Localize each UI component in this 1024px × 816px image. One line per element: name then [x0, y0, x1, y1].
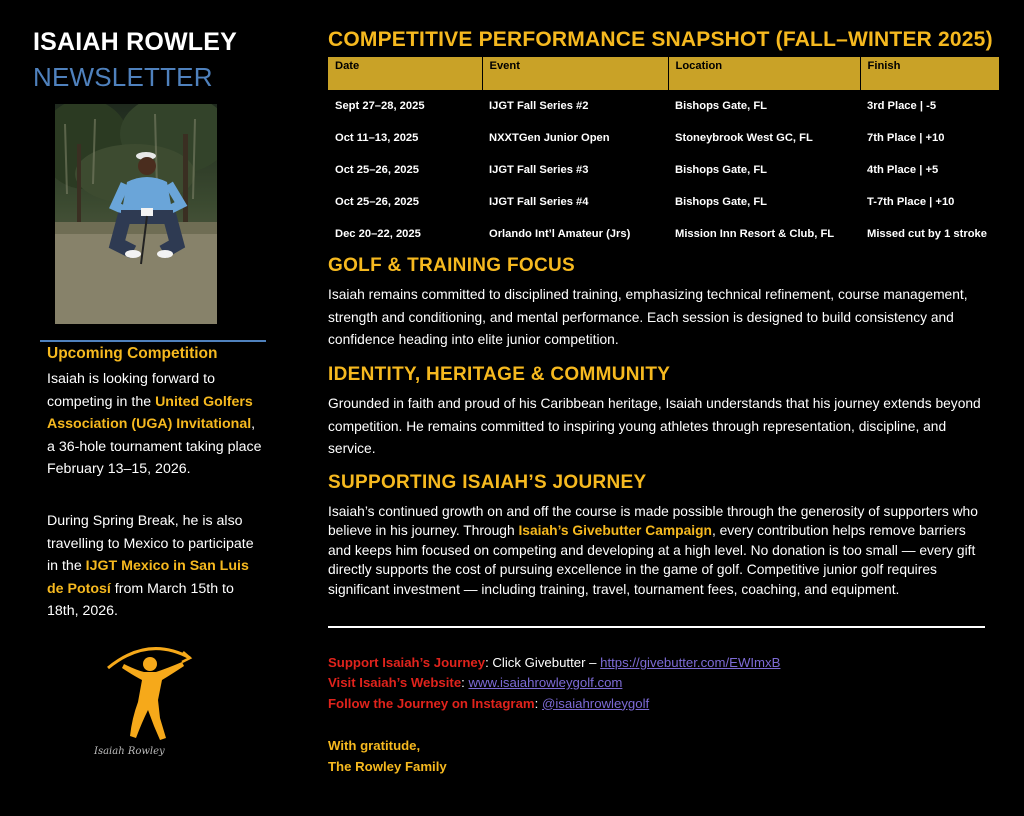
- logo-signature: Isaiah Rowley: [94, 746, 165, 757]
- instagram-label: Follow the Journey on Instagram: [328, 695, 535, 711]
- cell-date: Oct 25–26, 2025: [335, 164, 419, 176]
- performance-table: [328, 57, 999, 250]
- table-row: [328, 154, 999, 186]
- cell-date: Dec 20–22, 2025: [335, 228, 421, 240]
- column-header-event: Event: [482, 57, 668, 90]
- links-block: [328, 653, 780, 714]
- spring-break-text-2: from March 15th to 18th, 2026.: [47, 580, 234, 620]
- upcoming-text-1: Isaiah is looking forward to competing in the: [47, 371, 215, 410]
- cell-date: Oct 11–13, 2025: [335, 132, 419, 144]
- support-link-text: : Click Givebutter –: [485, 655, 601, 670]
- website-link-line: [328, 673, 780, 693]
- sidebar-divider: [40, 340, 266, 342]
- table-header-row: [328, 57, 999, 90]
- cell-location: Stoneybrook West GC, FL: [675, 132, 813, 144]
- cell-location: Bishops Gate, FL: [675, 196, 767, 208]
- cell-date: Oct 25–26, 2025: [335, 196, 419, 208]
- closing-line-2: The Rowley Family: [328, 758, 447, 774]
- instagram-link-line: [328, 694, 780, 714]
- cell-location: Mission Inn Resort & Club, FL: [675, 228, 835, 240]
- support-text-2: , every contribution helps remove barriers and keeps him focused on competing and developing at a high level. No donation is too small — every gift directly supports the cost of pursuing excellence in the game of golf. Competitive junior golf requires significant investment — including training, travel, tournament fees, coaching, and equipment.: [328, 523, 976, 597]
- cell-finish: 4th Place | +5: [867, 164, 939, 176]
- cell-finish: Missed cut by 1 stroke: [867, 228, 987, 240]
- golf-training-heading: GOLF & TRAINING FOCUS: [328, 255, 575, 276]
- support-text-1: Isaiah’s continued growth on and off the course is made possible through the generosity of supporters who believe in his journey. Through: [328, 504, 978, 539]
- upcoming-paragraph: [47, 368, 262, 481]
- givebutter-campaign-highlight: Isaiah’s Givebutter Campaign: [518, 523, 712, 539]
- cell-finish: 3rd Place | -5: [867, 100, 937, 112]
- cell-event: NXXTGen Junior Open: [489, 132, 610, 144]
- section-divider: [328, 626, 985, 628]
- cell-date: Sept 27–28, 2025: [335, 100, 425, 112]
- table-row: [328, 122, 999, 154]
- uga-invitational-highlight: United Golfers Association (UGA) Invitational: [47, 393, 253, 433]
- upcoming-competition-title: Upcoming Competition: [47, 345, 218, 362]
- closing-line-1: With gratitude,: [328, 738, 421, 753]
- cell-location: Bishops Gate, FL: [675, 164, 767, 176]
- ijgt-mexico-highlight: IJGT Mexico in San Luis de Potosí: [47, 558, 249, 597]
- cell-event: IJGT Fall Series #3: [489, 164, 589, 176]
- cell-event: IJGT Fall Series #2: [489, 100, 589, 112]
- upcoming-text-2: , a 36-hole tournament taking place February 13–15, 2026.: [47, 416, 262, 478]
- website-label: Visit Isaiah’s Website: [328, 675, 462, 691]
- sidebar: [0, 0, 300, 816]
- table-row: [328, 186, 999, 218]
- givebutter-link[interactable]: https://givebutter.com/EWImxB: [600, 655, 781, 670]
- instagram-link[interactable]: @isaiahrowleygolf: [541, 695, 650, 711]
- support-paragraph: [328, 502, 988, 599]
- column-header-date: Date: [328, 57, 482, 90]
- support-label: Support Isaiah’s Journey: [328, 655, 486, 670]
- identity-heading: IDENTITY, HERITAGE & COMMUNITY: [328, 364, 671, 385]
- cell-finish: 7th Place | +10: [867, 132, 945, 144]
- website-link[interactable]: www.isaiahrowleygolf.com: [468, 675, 623, 691]
- golf-training-paragraph: Isaiah remains committed to disciplined training, emphasizing technical refinement, course management, strength and conditioning, and mental performance. Each session is designed to build consistency and confidence heading into elite junior competition.: [328, 287, 968, 347]
- instagram-separator: :: [534, 695, 542, 711]
- cell-location: Bishops Gate, FL: [675, 100, 767, 112]
- performance-heading: COMPETITIVE PERFORMANCE SNAPSHOT (FALL–WINTER 2025): [328, 28, 993, 51]
- table-row: [328, 90, 999, 122]
- website-separator: :: [461, 675, 469, 691]
- column-header-finish: Finish: [860, 57, 999, 90]
- golfer-swing-logo: [88, 640, 208, 775]
- spring-break-text-1: During Spring Break, he is also travelling to Mexico to participate in the: [47, 513, 254, 575]
- identity-paragraph: Grounded in faith and proud of his Caribbean heritage, Isaiah understands that his journey extends beyond competition. He remains committed to inspiring young athletes through representation, discipline, and service.: [328, 396, 981, 456]
- table-row: [328, 218, 999, 250]
- support-heading: SUPPORTING ISAIAH’S JOURNEY: [328, 472, 647, 493]
- support-link-line: [328, 653, 780, 673]
- spring-break-paragraph: [47, 510, 262, 623]
- newsletter-subtitle: NEWSLETTER: [33, 62, 213, 92]
- cell-finish: T-7th Place | +10: [867, 196, 955, 208]
- column-header-location: Location: [668, 57, 860, 90]
- cell-event: IJGT Fall Series #4: [489, 196, 589, 208]
- golfer-photo: [55, 104, 217, 324]
- cell-event: Orlando Int’l Amateur (Jrs): [489, 228, 631, 240]
- closing-signoff: [328, 736, 447, 777]
- newsletter-name: ISAIAH ROWLEY: [33, 28, 237, 56]
